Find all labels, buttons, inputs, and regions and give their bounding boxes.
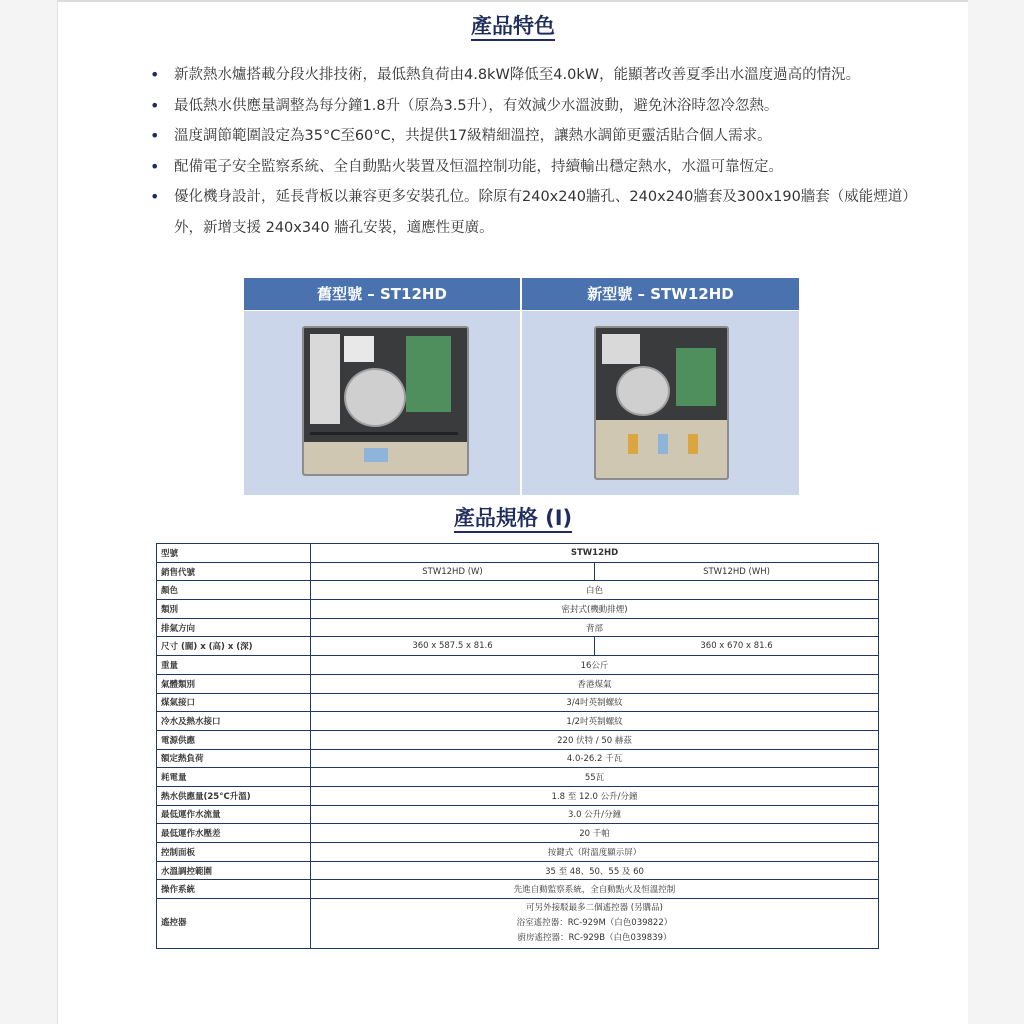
feature-item: • 優化機身設計，延長背板以兼容更多安裝孔位。除原有240x240牆孔、240x240牆套及300x190牆套（威能煙道）外，新增支援 240x340 牆孔安裝，適應性更廣。 [150, 182, 930, 243]
spec-label: 尺寸 (闊) x (高) x (深) [157, 637, 311, 656]
spec-value: 1/2吋英制螺紋 [311, 712, 879, 731]
spec-label: 氣體類別 [157, 674, 311, 693]
top-divider [58, 0, 968, 2]
spec-value: 香港煤氣 [311, 674, 879, 693]
table-row [157, 805, 879, 824]
spec-label: 操作系統 [157, 880, 311, 899]
spec-label: 耗電量 [157, 768, 311, 787]
spec-label: 水溫調控範圍 [157, 861, 311, 880]
spec-value: 220 伏特 / 50 赫茲 [311, 730, 879, 749]
old-heater-unit [302, 326, 469, 476]
spec-value: 4.0-26.2 千瓦 [311, 749, 879, 768]
spec-value [311, 899, 879, 949]
spec-label: 電源供應 [157, 730, 311, 749]
spec-value: 20 千帕 [311, 824, 879, 843]
spec-label: 顏色 [157, 581, 311, 600]
table-row [157, 768, 879, 787]
remote-line: 浴室遙控器：RC-929M（白色039822） [516, 918, 673, 929]
spec-label: 冷水及熱水接口 [157, 712, 311, 731]
spec-value: 按鍵式（附溫度顯示屏） [311, 843, 879, 862]
spec-label: 控制面板 [157, 843, 311, 862]
spec-value: 白色 [311, 581, 879, 600]
spec-label: 重量 [157, 656, 311, 675]
spec-label: 額定熱負荷 [157, 749, 311, 768]
spec-label: 銷售代號 [157, 562, 311, 581]
feature-item: • 配備電子安全監察系統、全自動點火裝置及恒溫控制功能，持續輸出穩定熱水，水溫可靠恆定。 [150, 152, 930, 183]
spec-heading: 產品規格 (I) [58, 502, 968, 532]
table-row [157, 600, 879, 619]
page [57, 0, 968, 1024]
remote-line: 廚房遙控器：RC-929B（白色039839） [517, 933, 672, 944]
table-row [157, 637, 879, 656]
new-model-header: 新型號 – STW12HD [522, 278, 799, 310]
spec-value: 360 x 670 x 81.6 [595, 637, 879, 656]
table-row [157, 899, 879, 949]
table-row [157, 544, 879, 563]
old-model-photo [244, 311, 520, 495]
feature-item: • 最低熱水供應量調整為每分鐘1.8升（原為3.5升），有效減少水溫波動，避免沐浴時忽冷忽熱。 [150, 91, 930, 122]
spec-label: 最低運作水壓差 [157, 824, 311, 843]
model-comparison [244, 278, 799, 495]
spec-value: 16公斤 [311, 656, 879, 675]
table-row [157, 730, 879, 749]
new-model-photo [522, 311, 799, 495]
spec-value: 背部 [311, 618, 879, 637]
table-row [157, 843, 879, 862]
table-row [157, 824, 879, 843]
spec-label: 最低運作水流量 [157, 805, 311, 824]
spec-value: STW12HD (W) [311, 562, 595, 581]
spec-label: 遙控器 [157, 899, 311, 949]
remote-line: 可另外接駁最多二個遙控器 (另購品) [526, 903, 663, 914]
spec-value: 先進自動監察系統，全自動點火及恒溫控制 [311, 880, 879, 899]
spec-label: 排氣方向 [157, 618, 311, 637]
spec-label: 煤氣接口 [157, 693, 311, 712]
table-row [157, 786, 879, 805]
spec-value: STW12HD [311, 544, 879, 563]
old-model-header: 舊型號 – ST12HD [244, 278, 520, 310]
table-row [157, 749, 879, 768]
table-row [157, 656, 879, 675]
spec-value: 1.8 至 12.0 公升/分鐘 [311, 786, 879, 805]
features-heading: 產品特色 [58, 10, 968, 40]
feature-list [150, 60, 930, 243]
table-row [157, 712, 879, 731]
spec-label: 熱水供應量(25°C升溫) [157, 786, 311, 805]
spec-value: 360 x 587.5 x 81.6 [311, 637, 595, 656]
table-row [157, 861, 879, 880]
spec-value: 3.0 公升/分鐘 [311, 805, 879, 824]
table-row [157, 693, 879, 712]
spec-value: STW12HD (WH) [595, 562, 879, 581]
spec-table [156, 543, 879, 949]
table-row [157, 581, 879, 600]
table-row [157, 880, 879, 899]
spec-label: 型號 [157, 544, 311, 563]
spec-value: 35 至 48、50、55 及 60 [311, 861, 879, 880]
spec-label: 類別 [157, 600, 311, 619]
spec-value: 密封式(機動排煙) [311, 600, 879, 619]
new-heater-unit [594, 326, 729, 480]
table-row [157, 562, 879, 581]
feature-item: • 新款熱水爐搭載分段火排技術，最低熱負荷由4.8kW降低至4.0kW，能顯著改善夏季出水溫度過高的情況。 [150, 60, 930, 91]
spec-value: 55瓦 [311, 768, 879, 787]
table-row [157, 674, 879, 693]
spec-value: 3/4吋英制螺紋 [311, 693, 879, 712]
feature-item: • 溫度調節範圍設定為35°C至60°C，共提供17級精細溫控，讓熱水調節更靈活貼合個人需求。 [150, 121, 930, 152]
table-row [157, 618, 879, 637]
